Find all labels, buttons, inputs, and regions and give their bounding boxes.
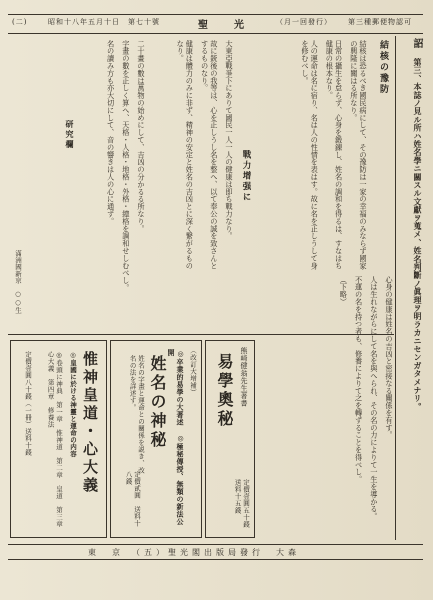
article-main-paragraph: 人の運命は名に宿り、名は人の性情を表はす。故に名を正しうして身を修むべし。 — [300, 40, 320, 270]
publisher-text: 東 京 （五）聖光閣出版局發行 大森 — [88, 548, 300, 557]
article-main-paragraph: 結核は恐るべき國民病にして、その豫防は一家の幸福のみならず國家の興隆に關はる所なり。 — [349, 40, 368, 270]
column-divider — [395, 36, 396, 540]
ad-book-3-title: 惟神皇道・心大義 — [81, 351, 99, 495]
ad-book-3-price: 定價壹圓八十錢（一冊）送料十錢 — [24, 351, 32, 456]
ad-book-2-price: 定價貳圓 送料十八錢 — [124, 471, 141, 527]
article-second-heading: 戰力增强に — [241, 150, 251, 203]
ad-book-1 — [205, 340, 255, 538]
issue-line: 昭和十八年五月十日 第七十號 — [48, 18, 160, 26]
masthead — [8, 14, 423, 34]
publisher-bar — [8, 544, 423, 560]
article-lower-right-paragraph: 人は生れながらにして名を與へられ、その名の力によりて一生を導かる。 — [369, 276, 379, 521]
article-main-paragraph: 日常の攝生を怠らず、心身を鍛錬し、姓名の調和を得るは、すなはち健康の根本なり。 — [325, 40, 344, 270]
ad-book-2-note: 姓名の字畫と運命との關係を説き、改名の法を詳述す。 — [128, 355, 145, 474]
page-number: (二) — [12, 18, 28, 26]
article-lower-right-paragraph: 心身の健康は姓名の吉凶と密接なる關係を有す。 — [385, 276, 394, 439]
ad-book-1-title: 易學奧秘 — [215, 353, 234, 429]
ad-book-1-author: 熊﨑健翁先生著書 — [240, 347, 248, 407]
article-left-heading: 研究欄 — [65, 120, 75, 150]
article-left-body — [10, 40, 146, 330]
article-left-paragraph: 字畫の數を正しく算へ、天格・人格・地格・外格・總格を調和せしむべし。 — [121, 40, 131, 292]
article-second-body — [150, 40, 234, 270]
article-lower-right-paragraph: 不運の名を持つ者も、修養によりて之を轉ずることを得べし。 — [354, 276, 364, 484]
masthead-title: 聖 光 — [198, 20, 252, 31]
ad-book-3-tagline: ◎皇國に於ける神靈と運命の内容 — [69, 351, 77, 458]
ad-book-2-subtitle: （改訂大增補） — [189, 347, 197, 396]
article-main-heading: 結核の豫防 — [378, 40, 388, 95]
ad-book-2-title: 姓名の神秘 — [148, 355, 167, 450]
article-left-paragraph: 二十畫の數は萬物の始めにして、吉凶の分かるる所なり。 — [137, 40, 146, 233]
article-main-body — [258, 40, 368, 270]
article-second-paragraph: 故に銃後の我等は、心を正しうし名を整へ、以て奉公の誠を致さんとするものなり。 — [200, 40, 219, 270]
ad-book-3-contents: ◎卷頭に神典 第一章 惟神道 第二章 皇道 第三章 心大義 第四章 修養法 — [46, 351, 63, 535]
article-lower-right-closing: （下略） — [339, 276, 349, 306]
ad-book-2-blurb: ◎卒業的易學の大著述 ◎極秘傳授、無類の新法公開 — [167, 349, 185, 526]
postal-note: 第三種郵便物認可 — [348, 18, 412, 26]
ad-book-1-price: 定價壹圓五十錢 送料十五錢 — [233, 479, 250, 535]
lead-label: 詔 — [411, 38, 422, 50]
ad-book-3 — [10, 340, 107, 538]
article-left-paragraph: 名の讀み方も亦大切にして、音の響きは人の心に通ず。 — [106, 40, 116, 225]
article-lower-right-body — [258, 276, 394, 538]
article-second-paragraph: 健康は體力のみに非ず、精神の安定と姓名の吉凶とに深く繋がるものなり。 — [176, 40, 195, 270]
date-line: （月一回發行） — [276, 18, 332, 26]
article-second-paragraph: 大東亞戰爭下にありて國民一人一人の健康は即ち戰力なり。 — [225, 40, 234, 240]
lead-column-text: 第三、本誌ノ見ル所ハ姓名學ニ關スル文獻ヲ蒐メ、姓名判斷ノ眞理ヲ明ラカニセンガタメナリ。 — [413, 58, 423, 411]
article-left-footnote: 滿洲國新京 ○○生 — [14, 250, 22, 314]
ad-book-2 — [110, 340, 202, 538]
